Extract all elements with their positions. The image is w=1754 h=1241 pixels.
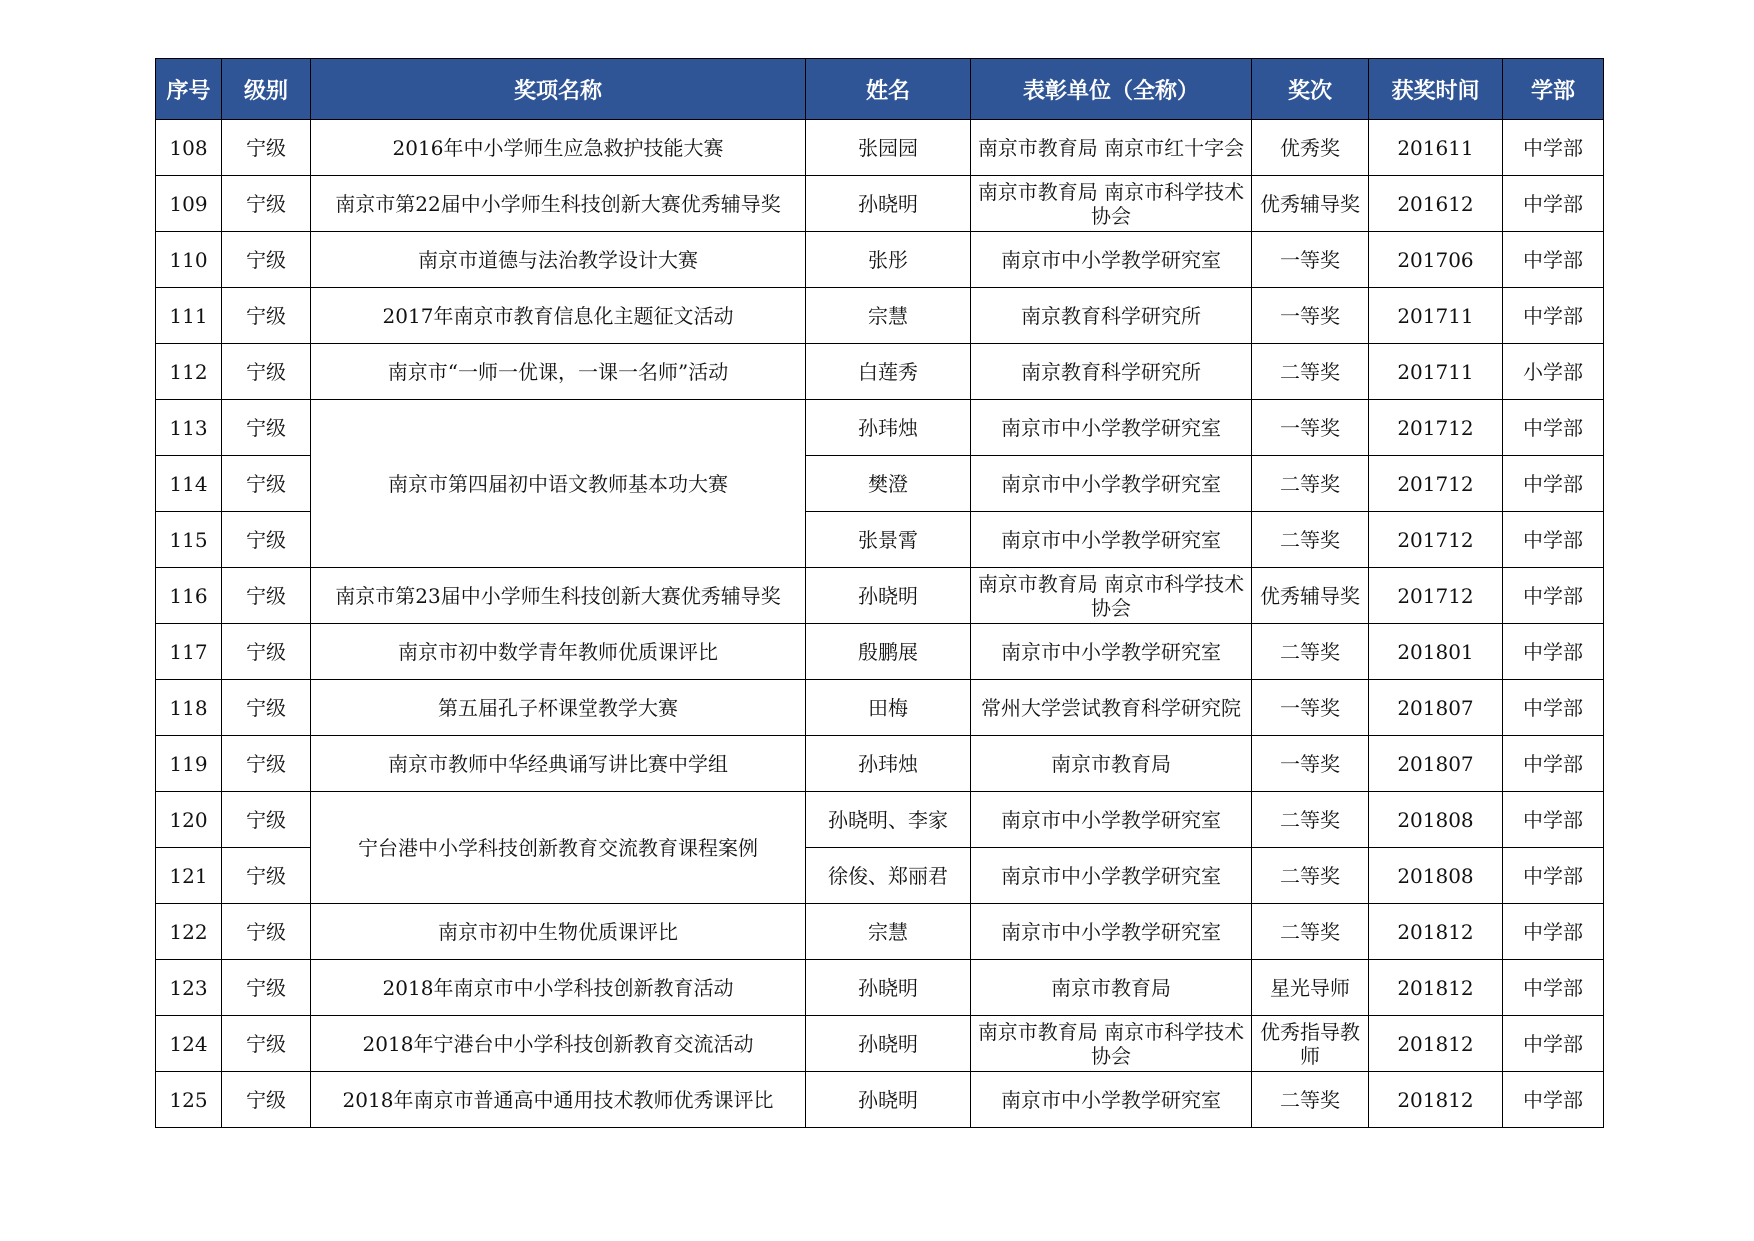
cell-level: 宁级 [222, 904, 311, 960]
cell-level: 宁级 [222, 792, 311, 848]
cell-no: 121 [156, 848, 222, 904]
cell-name: 徐俊、郑丽君 [806, 848, 971, 904]
cell-no: 118 [156, 680, 222, 736]
table-row [156, 960, 1604, 1016]
cell-unit: 常州大学尝试教育科学研究院 [971, 680, 1252, 736]
cell-unit: 南京市中小学教学研究室 [971, 624, 1252, 680]
table-row [156, 232, 1604, 288]
cell-rank: 二等奖 [1252, 848, 1369, 904]
cell-level: 宁级 [222, 624, 311, 680]
cell-rank: 星光导师 [1252, 960, 1369, 1016]
table-row [156, 400, 1604, 456]
cell-time: 201711 [1369, 344, 1503, 400]
cell-dept: 中学部 [1503, 1072, 1604, 1128]
cell-award: 2018年南京市中小学科技创新教育活动 [311, 960, 806, 1016]
cell-rank: 优秀指导教师 [1252, 1016, 1369, 1072]
cell-name: 白莲秀 [806, 344, 971, 400]
cell-unit: 南京市中小学教学研究室 [971, 456, 1252, 512]
cell-unit: 南京市中小学教学研究室 [971, 512, 1252, 568]
cell-time: 201612 [1369, 176, 1503, 232]
cell-award: 2017年南京市教育信息化主题征文活动 [311, 288, 806, 344]
cell-no: 125 [156, 1072, 222, 1128]
cell-rank: 优秀辅导奖 [1252, 176, 1369, 232]
cell-dept: 中学部 [1503, 512, 1604, 568]
cell-award: 2018年南京市普通高中通用技术教师优秀课评比 [311, 1072, 806, 1128]
cell-no: 108 [156, 120, 222, 176]
cell-no: 120 [156, 792, 222, 848]
cell-rank: 一等奖 [1252, 232, 1369, 288]
table-row [156, 120, 1604, 176]
cell-unit: 南京市中小学教学研究室 [971, 848, 1252, 904]
cell-award: 第五届孔子杯课堂教学大赛 [311, 680, 806, 736]
cell-time: 201808 [1369, 792, 1503, 848]
cell-level: 宁级 [222, 456, 311, 512]
cell-time: 201812 [1369, 1072, 1503, 1128]
cell-award: 南京市第四届初中语文教师基本功大赛 [311, 400, 806, 568]
cell-dept: 中学部 [1503, 400, 1604, 456]
table-body [156, 120, 1604, 1128]
cell-unit: 南京市中小学教学研究室 [971, 400, 1252, 456]
cell-dept: 中学部 [1503, 960, 1604, 1016]
header-no: 序号 [156, 59, 222, 120]
cell-no: 124 [156, 1016, 222, 1072]
header-row [156, 59, 1604, 120]
cell-dept: 中学部 [1503, 456, 1604, 512]
cell-no: 112 [156, 344, 222, 400]
cell-dept: 中学部 [1503, 904, 1604, 960]
cell-unit: 南京市教育局 [971, 960, 1252, 1016]
cell-rank: 二等奖 [1252, 792, 1369, 848]
cell-level: 宁级 [222, 848, 311, 904]
header-name: 姓名 [806, 59, 971, 120]
table-row [156, 288, 1604, 344]
cell-time: 201706 [1369, 232, 1503, 288]
cell-level: 宁级 [222, 680, 311, 736]
cell-rank: 优秀奖 [1252, 120, 1369, 176]
cell-no: 109 [156, 176, 222, 232]
cell-name: 殷鹏展 [806, 624, 971, 680]
cell-dept: 中学部 [1503, 736, 1604, 792]
cell-rank: 二等奖 [1252, 904, 1369, 960]
cell-rank: 一等奖 [1252, 680, 1369, 736]
cell-name: 孙玮烛 [806, 736, 971, 792]
cell-time: 201812 [1369, 960, 1503, 1016]
cell-level: 宁级 [222, 736, 311, 792]
cell-award: 南京市第22届中小学师生科技创新大赛优秀辅导奖 [311, 176, 806, 232]
header-rank: 奖次 [1252, 59, 1369, 120]
cell-dept: 小学部 [1503, 344, 1604, 400]
cell-rank: 一等奖 [1252, 288, 1369, 344]
table-row [156, 792, 1604, 848]
cell-level: 宁级 [222, 232, 311, 288]
cell-no: 110 [156, 232, 222, 288]
cell-level: 宁级 [222, 960, 311, 1016]
cell-level: 宁级 [222, 512, 311, 568]
cell-no: 119 [156, 736, 222, 792]
cell-award: 南京市教师中华经典诵写讲比赛中学组 [311, 736, 806, 792]
cell-name: 张园园 [806, 120, 971, 176]
cell-name: 樊澄 [806, 456, 971, 512]
cell-dept: 中学部 [1503, 624, 1604, 680]
cell-no: 117 [156, 624, 222, 680]
cell-rank: 二等奖 [1252, 512, 1369, 568]
cell-name: 张景霄 [806, 512, 971, 568]
cell-unit: 南京市中小学教学研究室 [971, 1072, 1252, 1128]
cell-time: 201807 [1369, 680, 1503, 736]
cell-unit: 南京市中小学教学研究室 [971, 904, 1252, 960]
cell-name: 宗慧 [806, 288, 971, 344]
cell-award: 南京市第23届中小学师生科技创新大赛优秀辅导奖 [311, 568, 806, 624]
cell-dept: 中学部 [1503, 792, 1604, 848]
cell-unit: 南京市教育局 南京市科学技术协会 [971, 568, 1252, 624]
cell-level: 宁级 [222, 1016, 311, 1072]
cell-rank: 二等奖 [1252, 1072, 1369, 1128]
table-row [156, 904, 1604, 960]
cell-name: 田梅 [806, 680, 971, 736]
header-award: 奖项名称 [311, 59, 806, 120]
cell-unit: 南京教育科学研究所 [971, 288, 1252, 344]
cell-unit: 南京市教育局 [971, 736, 1252, 792]
cell-time: 201808 [1369, 848, 1503, 904]
table-row [156, 624, 1604, 680]
cell-time: 201801 [1369, 624, 1503, 680]
cell-name: 宗慧 [806, 904, 971, 960]
cell-time: 201611 [1369, 120, 1503, 176]
cell-time: 201712 [1369, 456, 1503, 512]
awards-table [155, 58, 1604, 1128]
cell-level: 宁级 [222, 288, 311, 344]
cell-award: 宁台港中小学科技创新教育交流教育课程案例 [311, 792, 806, 904]
table-row [156, 568, 1604, 624]
cell-time: 201712 [1369, 400, 1503, 456]
cell-level: 宁级 [222, 176, 311, 232]
cell-unit: 南京教育科学研究所 [971, 344, 1252, 400]
cell-rank: 优秀辅导奖 [1252, 568, 1369, 624]
table-row [156, 680, 1604, 736]
header-level: 级别 [222, 59, 311, 120]
cell-award: 南京市“一师一优课，一课一名师”活动 [311, 344, 806, 400]
cell-rank: 二等奖 [1252, 344, 1369, 400]
cell-level: 宁级 [222, 120, 311, 176]
cell-dept: 中学部 [1503, 568, 1604, 624]
cell-dept: 中学部 [1503, 848, 1604, 904]
cell-no: 122 [156, 904, 222, 960]
cell-name: 孙晓明 [806, 1016, 971, 1072]
cell-dept: 中学部 [1503, 232, 1604, 288]
cell-name: 孙晓明、李家 [806, 792, 971, 848]
cell-award: 南京市道德与法治教学设计大赛 [311, 232, 806, 288]
cell-name: 张彤 [806, 232, 971, 288]
cell-unit: 南京市教育局 南京市红十字会 [971, 120, 1252, 176]
cell-level: 宁级 [222, 568, 311, 624]
cell-no: 115 [156, 512, 222, 568]
cell-rank: 一等奖 [1252, 400, 1369, 456]
cell-name: 孙晓明 [806, 176, 971, 232]
cell-unit: 南京市中小学教学研究室 [971, 232, 1252, 288]
cell-no: 111 [156, 288, 222, 344]
cell-rank: 二等奖 [1252, 624, 1369, 680]
cell-rank: 二等奖 [1252, 456, 1369, 512]
cell-award: 2016年中小学师生应急救护技能大赛 [311, 120, 806, 176]
cell-unit: 南京市教育局 南京市科学技术协会 [971, 176, 1252, 232]
cell-level: 宁级 [222, 1072, 311, 1128]
cell-name: 孙晓明 [806, 960, 971, 1016]
cell-level: 宁级 [222, 344, 311, 400]
cell-no: 113 [156, 400, 222, 456]
cell-name: 孙玮烛 [806, 400, 971, 456]
cell-dept: 中学部 [1503, 176, 1604, 232]
table-row [156, 1016, 1604, 1072]
cell-level: 宁级 [222, 400, 311, 456]
cell-award: 南京市初中数学青年教师优质课评比 [311, 624, 806, 680]
cell-time: 201812 [1369, 1016, 1503, 1072]
cell-no: 116 [156, 568, 222, 624]
cell-time: 201712 [1369, 512, 1503, 568]
cell-award: 2018年宁港台中小学科技创新教育交流活动 [311, 1016, 806, 1072]
cell-name: 孙晓明 [806, 568, 971, 624]
cell-no: 123 [156, 960, 222, 1016]
cell-dept: 中学部 [1503, 680, 1604, 736]
cell-rank: 一等奖 [1252, 736, 1369, 792]
table-row [156, 176, 1604, 232]
cell-no: 114 [156, 456, 222, 512]
cell-unit: 南京市教育局 南京市科学技术协会 [971, 1016, 1252, 1072]
table-row [156, 344, 1604, 400]
cell-time: 201812 [1369, 904, 1503, 960]
cell-time: 201712 [1369, 568, 1503, 624]
cell-dept: 中学部 [1503, 120, 1604, 176]
header-time: 获奖时间 [1369, 59, 1503, 120]
cell-dept: 中学部 [1503, 288, 1604, 344]
table-row [156, 1072, 1604, 1128]
cell-time: 201807 [1369, 736, 1503, 792]
header-dept: 学部 [1503, 59, 1604, 120]
cell-unit: 南京市中小学教学研究室 [971, 792, 1252, 848]
cell-name: 孙晓明 [806, 1072, 971, 1128]
cell-time: 201711 [1369, 288, 1503, 344]
cell-award: 南京市初中生物优质课评比 [311, 904, 806, 960]
header-unit: 表彰单位（全称） [971, 59, 1252, 120]
cell-dept: 中学部 [1503, 1016, 1604, 1072]
table-row [156, 736, 1604, 792]
